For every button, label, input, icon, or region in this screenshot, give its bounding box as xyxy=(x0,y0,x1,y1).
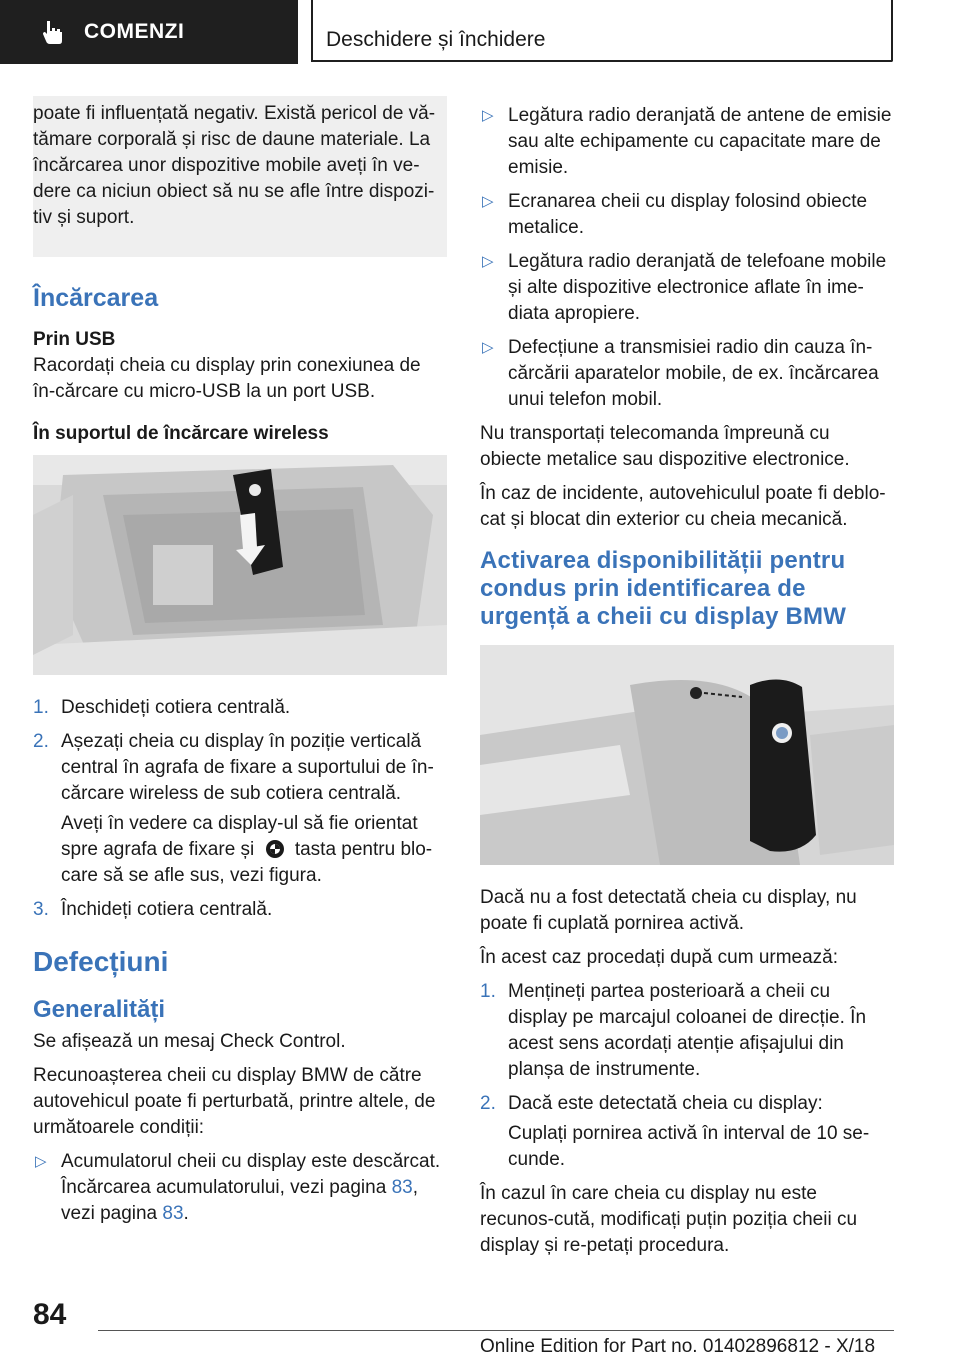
paragraph: Dacă nu a fost detectată cheia cu display, nu poate fi cuplată pornirea activă. xyxy=(480,887,857,934)
list-item xyxy=(480,103,894,181)
step-number: 1. xyxy=(480,981,496,1002)
note-line: încărcarea unor dispozitive mobile aveți în ve- xyxy=(33,155,420,176)
paragraph: Nu transportați telecomanda împreună cu obiecte metalice sau dispozitive electronice. xyxy=(480,423,850,470)
bullet-triangle-icon: ▷ xyxy=(482,193,494,210)
list-item xyxy=(480,249,894,327)
page-link[interactable]: 83 xyxy=(391,1177,413,1198)
bullet-text: Legătura radio deranjată de telefoane mobile și alte dispozitive electronice aflate în ime-diata apropiere. xyxy=(508,251,887,324)
wireless-charging-figure xyxy=(33,455,447,683)
paragraph: În cazul în care cheia cu display nu este recunos-cută, modificați puțin poziția cheii cu display și re-petați procedura. xyxy=(480,1183,858,1256)
bullet-triangle-icon: ▷ xyxy=(482,107,494,124)
step-text: Mențineți partea posterioară a cheii cu display pe marcajul coloanei de direcție. În acest sens acordați atenție afișajului din planșa de instrumente. xyxy=(508,981,867,1080)
step-note xyxy=(61,811,447,889)
armrest-illustration xyxy=(33,455,447,675)
bmw-key-lock-icon xyxy=(264,839,286,859)
left-column xyxy=(33,96,447,1235)
bullet-triangle-icon: ▷ xyxy=(35,1153,47,1170)
note-line: tiv și suport. xyxy=(33,207,135,228)
steering-column-illustration xyxy=(480,645,894,865)
charging-steps xyxy=(33,695,447,923)
step-note-after: tasta pentru blo-care să se afle sus, vezi figura. xyxy=(61,839,433,886)
step-number: 2. xyxy=(480,1093,496,1114)
list-item xyxy=(480,1091,894,1173)
heading-emergency: Activarea disponibilității pentru condus prin identificarea de urgență a cheii cu display BMW xyxy=(480,547,847,630)
step-text: Închideți cotiera centrală. xyxy=(61,899,273,920)
general-text1: Se afișează un mesaj Check Control. xyxy=(33,1031,346,1052)
step-sub: Cuplați pornirea activă în interval de 10 se-cunde. xyxy=(508,1123,870,1170)
wireless-title: În suportul de încărcare wireless xyxy=(33,423,329,444)
list-item xyxy=(33,897,447,923)
conditions-list-continued xyxy=(480,103,894,413)
paragraph: În caz de incidente, autovehiculul poate fi deblo-cat și blocat din exterior cu cheia mecanică. xyxy=(480,483,886,530)
list-item xyxy=(33,729,447,889)
bullet-text-end: . xyxy=(183,1203,189,1224)
emergency-steps xyxy=(480,979,894,1173)
list-item xyxy=(480,189,894,241)
conditions-list xyxy=(33,1149,447,1227)
paragraph: În acest caz procedați după cum urmează: xyxy=(480,947,839,968)
heading-general: Generalități xyxy=(33,996,166,1023)
list-item xyxy=(480,335,894,413)
page-number: 84 xyxy=(33,1298,67,1331)
bullet-text: Defecțiune a transmisiei radio din cauza în-cărcării aparatelor mobile, de ex. încărcarea unui telefon mobil. xyxy=(508,337,879,410)
step-note-before: Aveți în vedere ca display-ul să fie orientat spre agrafa de fixare și xyxy=(61,813,418,860)
section-label: COMENZI xyxy=(84,20,185,43)
step-number: 2. xyxy=(33,731,49,752)
usb-title: Prin USB xyxy=(33,329,116,350)
usb-text: Racordați cheia cu display prin conexiunea de în-cărcare cu micro-USB la un port USB. xyxy=(33,355,421,402)
footer-edition: Online Edition for Part no. 01402896812 - X/18 xyxy=(480,1336,876,1357)
list-item xyxy=(480,979,894,1083)
right-column xyxy=(480,103,894,1267)
bullet-text: Ecranarea cheii cu display folosind obiecte metalice. xyxy=(508,191,868,238)
heading-charging: Încărcarea xyxy=(33,284,159,312)
heading-faults: Defecțiuni xyxy=(33,946,169,977)
general-text2: Recunoașterea cheii cu display BMW de către autovehicul poate fi perturbată, printre altele, de următoarele condiții: xyxy=(33,1065,436,1138)
step-number: 1. xyxy=(33,697,49,718)
step-number: 3. xyxy=(33,899,49,920)
list-item xyxy=(33,1149,447,1227)
chapter-header xyxy=(311,0,893,62)
note-line: poate fi influențată negativ. Există pericol de vă- xyxy=(33,103,436,124)
bullet-triangle-icon: ▷ xyxy=(482,253,494,270)
step-text: Deschideți cotiera centrală. xyxy=(61,697,291,718)
bullet-triangle-icon: ▷ xyxy=(482,339,494,356)
step-text: Dacă este detectată cheia cu display: xyxy=(508,1093,823,1114)
bullet-text: Acumulatorul cheii cu display este descărcat. Încărcarea acumulatorului, vezi pagina xyxy=(61,1151,441,1198)
list-item xyxy=(33,695,447,721)
hand-pointer-icon xyxy=(38,17,68,47)
step-text: Așezați cheia cu display în poziție verticală central în agrafa de fixare a suportului de în-cărcare wireless de sub cotiera centrală. xyxy=(61,731,434,804)
bullet-text: Legătura radio deranjată de antene de emisie sau alte echipamente cu capacitate mare de emisie. xyxy=(508,105,892,178)
emergency-detection-figure xyxy=(480,645,894,873)
section-tab xyxy=(0,0,298,64)
warning-note xyxy=(33,96,447,257)
page-link[interactable]: 83 xyxy=(162,1203,184,1224)
note-line: dere ca niciun obiect să nu se afle între dispozi- xyxy=(33,181,435,202)
chapter-title: Deschidere și închidere xyxy=(326,28,546,51)
note-line: tămare corporală și risc de daune materiale. La xyxy=(33,129,431,150)
bullet-text-mid: , vezi pagina xyxy=(61,1177,418,1224)
footer-divider xyxy=(98,1330,894,1331)
